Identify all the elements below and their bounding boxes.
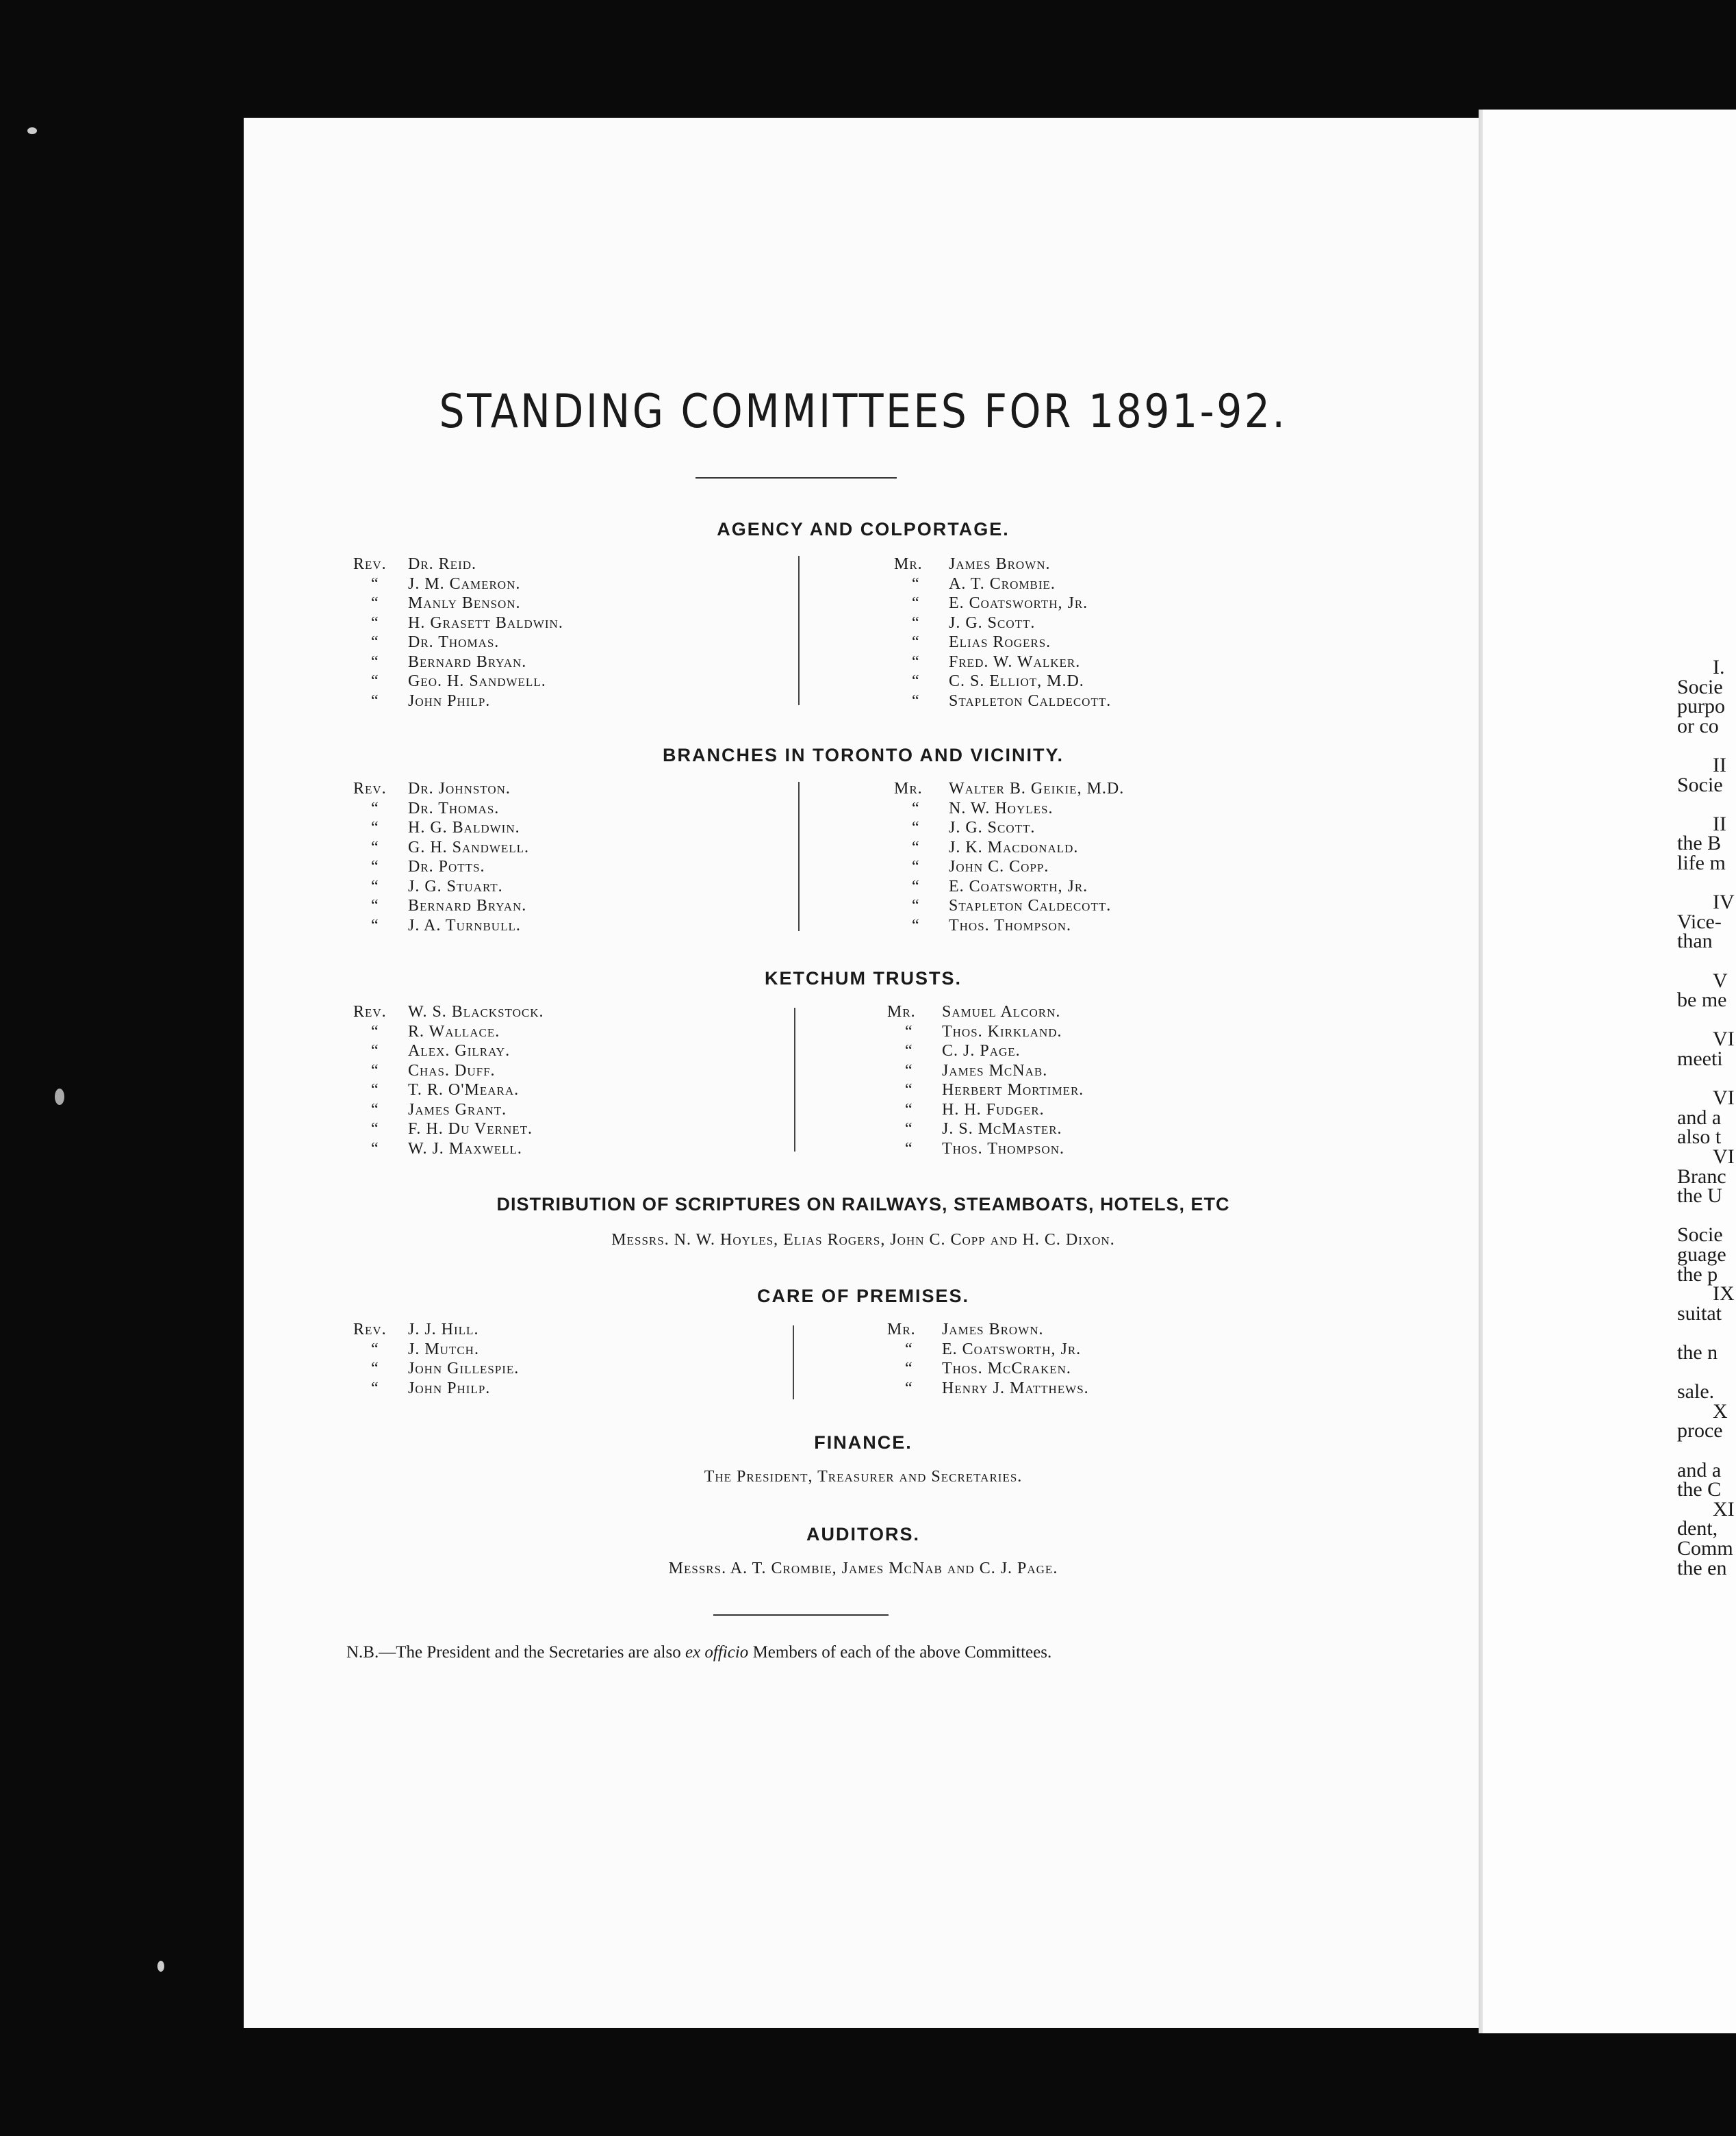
title-prefix: Mr. [887, 1321, 916, 1338]
member-name: Stapleton Caldecott. [949, 897, 1112, 915]
committee-member [353, 1022, 544, 1042]
ditto-mark: “ [905, 1022, 913, 1041]
committee-member [353, 574, 563, 594]
committee-member [353, 877, 529, 897]
right-page-line: purpo [1677, 695, 1725, 718]
right-page-line: Comm [1677, 1537, 1733, 1560]
committee-member [353, 691, 563, 711]
ketchum-right-list [887, 1002, 1084, 1158]
member-name: E. Coatsworth, Jr. [949, 594, 1088, 612]
ditto-mark: “ [371, 1139, 379, 1158]
committee-member [353, 1320, 519, 1340]
ditto-mark: “ [371, 1340, 379, 1358]
committee-member [353, 799, 529, 819]
right-page-line: guage [1677, 1243, 1726, 1266]
page-title: STANDING COMMITTEES FOR 1891-92. [439, 385, 1288, 439]
ditto-mark: “ [371, 652, 379, 671]
right-page-line: the U [1677, 1184, 1722, 1208]
member-name: W. J. Maxwell. [408, 1139, 522, 1158]
committee-member [894, 574, 1111, 594]
right-page-line: proce [1677, 1419, 1723, 1442]
committee-member [353, 652, 563, 672]
ditto-mark: “ [905, 1340, 913, 1358]
committee-member [887, 1379, 1089, 1399]
member-name: J. G. Stuart. [408, 877, 503, 895]
member-name: Dr. Potts. [408, 858, 485, 876]
member-name: Dr. Thomas. [408, 799, 500, 817]
committee-member [353, 1080, 544, 1100]
member-name: James Grant. [408, 1100, 507, 1119]
right-page-line: XI [1713, 1497, 1735, 1521]
title-rule [695, 477, 897, 479]
member-name: J. M. Cameron. [408, 574, 521, 593]
scan-speck [55, 1089, 64, 1105]
member-name: E. Coatsworth, Jr. [942, 1340, 1082, 1358]
ditto-mark: “ [905, 1120, 913, 1138]
ditto-mark: “ [905, 1100, 913, 1119]
right-page-line: V [1713, 969, 1728, 992]
member-name: H. Grasett Baldwin. [408, 613, 563, 632]
ditto-mark: “ [905, 1379, 913, 1397]
member-name: J. S. McMaster. [942, 1120, 1062, 1138]
ditto-mark: “ [912, 672, 920, 690]
committee-member [353, 838, 529, 858]
committee-member [353, 779, 529, 799]
member-name: James McNab. [942, 1061, 1048, 1080]
committee-member [894, 555, 1111, 574]
member-name: Stapleton Caldecott. [949, 691, 1112, 710]
premises-right-list [887, 1320, 1089, 1398]
committee-member [353, 594, 563, 613]
right-page-line: the C [1677, 1478, 1722, 1501]
committee-member [353, 1041, 544, 1061]
member-name: F. H. Du Vernet. [408, 1120, 533, 1138]
ditto-mark: “ [371, 819, 379, 837]
member-name: H. G. Baldwin. [408, 819, 520, 837]
agency-divider [798, 556, 800, 705]
member-name: Thos. Thompson. [949, 916, 1072, 934]
member-name: Walter B. Geikie, M.D. [949, 780, 1125, 798]
committee-member [894, 877, 1124, 897]
heading-agency: AGENCY AND COLPORTAGE. [717, 519, 1010, 539]
member-name: Bernard Bryan. [408, 897, 527, 915]
member-name: Thos. McCraken. [942, 1360, 1071, 1377]
right-page-line: sale. [1677, 1380, 1715, 1403]
ditto-mark: “ [905, 1061, 913, 1080]
committee-member [887, 1002, 1084, 1022]
member-name: J. J. Hill. [408, 1321, 479, 1338]
right-page-line: the p [1677, 1262, 1718, 1286]
heading-distribution: DISTRIBUTION OF SCRIPTURES ON RAILWAYS, STEAMBOATS, HOTELS, ETC [496, 1194, 1230, 1215]
member-name: John C. Copp. [949, 858, 1049, 876]
committee-member [353, 672, 563, 691]
committee-member [894, 916, 1124, 936]
right-page-line: VI [1713, 1028, 1735, 1051]
right-page-line: the n [1677, 1341, 1718, 1364]
committee-member [353, 633, 563, 652]
committee-member [887, 1340, 1089, 1360]
ditto-mark: “ [912, 838, 920, 856]
ditto-mark: “ [371, 1100, 379, 1119]
right-page-line: Vice- [1677, 910, 1722, 933]
committee-member [894, 652, 1111, 672]
committee-member [887, 1080, 1084, 1100]
right-page-line: the B [1677, 832, 1722, 855]
ditto-mark: “ [912, 613, 920, 632]
ditto-mark: “ [371, 897, 379, 915]
member-name: N. W. Hoyles. [949, 799, 1054, 817]
right-page-line: the en [1677, 1556, 1727, 1579]
committee-member [887, 1061, 1084, 1081]
ketchum-divider [794, 1008, 795, 1152]
member-name: Geo. H. Sandwell. [408, 672, 546, 690]
right-page-line: also t [1677, 1126, 1722, 1149]
right-page-line: VI [1713, 1145, 1735, 1168]
committee-member [353, 1100, 544, 1120]
member-name: Fred. W. Walker. [949, 652, 1081, 671]
committee-member [887, 1320, 1089, 1340]
right-page-line: and a [1677, 1106, 1722, 1129]
ditto-mark: “ [371, 858, 379, 876]
nb-note-after: Members of each of the above Committees. [748, 1643, 1052, 1662]
member-name: Dr. Johnston. [408, 780, 511, 798]
ditto-mark: “ [905, 1139, 913, 1158]
ditto-mark: “ [912, 858, 920, 876]
premises-divider [793, 1325, 794, 1399]
ditto-mark: “ [905, 1081, 913, 1099]
member-name: John Gillespie. [408, 1360, 520, 1377]
right-page-line: Socie [1677, 675, 1723, 698]
committee-member [894, 838, 1124, 858]
committee-member [887, 1139, 1084, 1159]
ditto-mark: “ [371, 613, 379, 632]
member-name: J. Mutch. [408, 1340, 479, 1358]
right-page-line: suitat [1677, 1301, 1722, 1325]
right-page-line: IV [1713, 891, 1735, 914]
ditto-mark: “ [912, 916, 920, 934]
committee-member [894, 691, 1111, 711]
ditto-mark: “ [371, 574, 379, 593]
member-name: Bernard Bryan. [408, 652, 527, 671]
ditto-mark: “ [912, 877, 920, 895]
committee-member [887, 1359, 1089, 1379]
right-page-line: and a [1677, 1458, 1722, 1482]
ditto-mark: “ [371, 1360, 379, 1377]
member-name: John Philp. [408, 1379, 491, 1397]
ditto-mark: “ [371, 916, 379, 934]
ditto-mark: “ [371, 1061, 379, 1080]
member-name: John Philp. [408, 691, 491, 710]
committee-member [353, 1139, 544, 1159]
committee-member [887, 1100, 1084, 1120]
title-prefix: Mr. [887, 1003, 916, 1021]
note-rule [713, 1614, 889, 1616]
ditto-mark: “ [371, 1081, 379, 1099]
ditto-mark: “ [912, 799, 920, 817]
member-name: G. H. Sandwell. [408, 838, 530, 856]
left-page [244, 118, 1483, 2028]
member-name: J. K. Macdonald. [949, 838, 1079, 856]
member-name: C. S. Elliot, M.D. [949, 672, 1084, 690]
title-prefix: Rev. [353, 555, 387, 573]
title-prefix: Mr. [894, 780, 923, 798]
right-page-line: than [1677, 930, 1713, 953]
committee-member [353, 1119, 544, 1139]
nb-note [346, 1643, 1236, 1662]
distribution-members: Messrs. N. W. Hoyles, Elias Rogers, John C. Copp and H. C. Dixon. [611, 1231, 1115, 1249]
ditto-mark: “ [912, 574, 920, 593]
ditto-mark: “ [905, 1042, 913, 1060]
ditto-mark: “ [371, 838, 379, 856]
committee-member [887, 1022, 1084, 1042]
ditto-mark: “ [912, 819, 920, 837]
member-name: T. R. O'Meara. [408, 1081, 520, 1099]
premises-left-list [353, 1320, 519, 1398]
committee-member [894, 594, 1111, 613]
committee-member [894, 818, 1124, 838]
committee-member [353, 1359, 519, 1379]
right-page-line: Socie [1677, 773, 1723, 796]
heading-finance: FINANCE. [814, 1432, 912, 1453]
committee-member [353, 555, 563, 574]
ditto-mark: “ [371, 1042, 379, 1060]
member-name: R. Wallace. [408, 1022, 500, 1041]
committee-member [353, 1002, 544, 1022]
heading-premises: CARE OF PREMISES. [756, 1286, 970, 1306]
committee-member [894, 857, 1124, 877]
title-prefix: Rev. [353, 1321, 387, 1338]
agency-left-list [353, 555, 563, 711]
member-name: Dr. Thomas. [408, 633, 500, 651]
branches-left-list [353, 779, 529, 935]
ketchum-left-list [353, 1002, 544, 1158]
scan-speck [157, 1961, 164, 1972]
committee-member [894, 633, 1111, 652]
agency-right-list [894, 555, 1111, 711]
right-page [1483, 110, 1736, 2033]
committee-member [353, 857, 529, 877]
right-page-line: meeti [1677, 1047, 1723, 1070]
right-page-line: be me [1677, 989, 1727, 1012]
committee-member [887, 1041, 1084, 1061]
committee-member [353, 916, 529, 936]
title-prefix: Rev. [353, 780, 387, 798]
committee-member [887, 1119, 1084, 1139]
member-name: Alex. Gilray. [408, 1042, 511, 1060]
heading-branches: BRANCHES IN TORONTO AND VICINITY. [662, 745, 1064, 765]
auditors-members: Messrs. A. T. Crombie, James McNab and C. J. Page. [668, 1560, 1058, 1577]
committee-member [353, 818, 529, 838]
member-name: A. T. Crombie. [949, 574, 1056, 593]
committee-member [353, 613, 563, 633]
right-page-line: dent, [1677, 1517, 1718, 1540]
committee-member [353, 1340, 519, 1360]
right-page-line: life m [1677, 852, 1726, 874]
member-name: Dr. Reid. [408, 555, 477, 573]
ditto-mark: “ [371, 877, 379, 895]
member-name: E. Coatsworth, Jr. [949, 877, 1088, 895]
member-name: Samuel Alcorn. [942, 1003, 1061, 1021]
member-name: J. G. Scott. [949, 819, 1036, 837]
member-name: C. J. Page. [942, 1042, 1021, 1060]
committee-member [894, 672, 1111, 691]
right-page-line: IX [1713, 1282, 1735, 1306]
right-page-line: or co [1677, 714, 1719, 737]
ditto-mark: “ [371, 1379, 379, 1397]
title-prefix: Rev. [353, 1003, 387, 1021]
branches-right-list [894, 779, 1124, 935]
member-name: Thos. Kirkland. [942, 1022, 1062, 1041]
member-name: W. S. Blackstock. [408, 1003, 544, 1021]
nb-note-italic: ex officio [685, 1643, 749, 1662]
right-page-line: VI [1713, 1086, 1735, 1110]
ditto-mark: “ [912, 897, 920, 915]
member-name: Manly Benson. [408, 594, 521, 612]
member-name: J. A. Turnbull. [408, 916, 521, 934]
right-page-line: Branc [1677, 1165, 1726, 1188]
ditto-mark: “ [912, 633, 920, 651]
right-page-line: X [1713, 1399, 1728, 1423]
heading-ketchum: KETCHUM TRUSTS. [765, 968, 962, 989]
right-page-line: II [1713, 812, 1726, 835]
member-name: Herbert Mortimer. [942, 1081, 1084, 1099]
ditto-mark: “ [912, 594, 920, 612]
nb-note-before: N.B.—The President and the Secretaries are also [346, 1643, 685, 1662]
ditto-mark: “ [371, 691, 379, 710]
member-name: James Brown. [942, 1321, 1044, 1338]
ditto-mark: “ [912, 652, 920, 671]
ditto-mark: “ [371, 594, 379, 612]
member-name: Henry J. Matthews. [942, 1379, 1089, 1397]
ditto-mark: “ [905, 1360, 913, 1377]
member-name: James Brown. [949, 555, 1051, 573]
ditto-mark: “ [371, 672, 379, 690]
ditto-mark: “ [371, 1022, 379, 1041]
committee-member [894, 779, 1124, 799]
branches-divider [798, 782, 800, 931]
scan-speck [27, 127, 37, 134]
member-name: J. G. Scott. [949, 613, 1036, 632]
member-name: Thos. Thompson. [942, 1139, 1065, 1158]
member-name: Elias Rogers. [949, 633, 1051, 651]
right-page-line: I. [1713, 656, 1725, 678]
heading-auditors: AUDITORS. [806, 1524, 920, 1544]
ditto-mark: “ [912, 691, 920, 710]
committee-member [894, 896, 1124, 916]
right-page-line: II [1713, 754, 1726, 776]
committee-member [353, 1061, 544, 1081]
committee-member [894, 799, 1124, 819]
ditto-mark: “ [371, 799, 379, 817]
ditto-mark: “ [371, 1120, 379, 1138]
finance-members: The President, Treasurer and Secretaries. [704, 1468, 1023, 1486]
committee-member [894, 613, 1111, 633]
right-page-line: Socie [1677, 1223, 1723, 1247]
ditto-mark: “ [371, 633, 379, 651]
committee-member [353, 1379, 519, 1399]
title-prefix: Mr. [894, 555, 923, 573]
member-name: Chas. Duff. [408, 1061, 496, 1080]
member-name: H. H. Fudger. [942, 1100, 1045, 1119]
committee-member [353, 896, 529, 916]
